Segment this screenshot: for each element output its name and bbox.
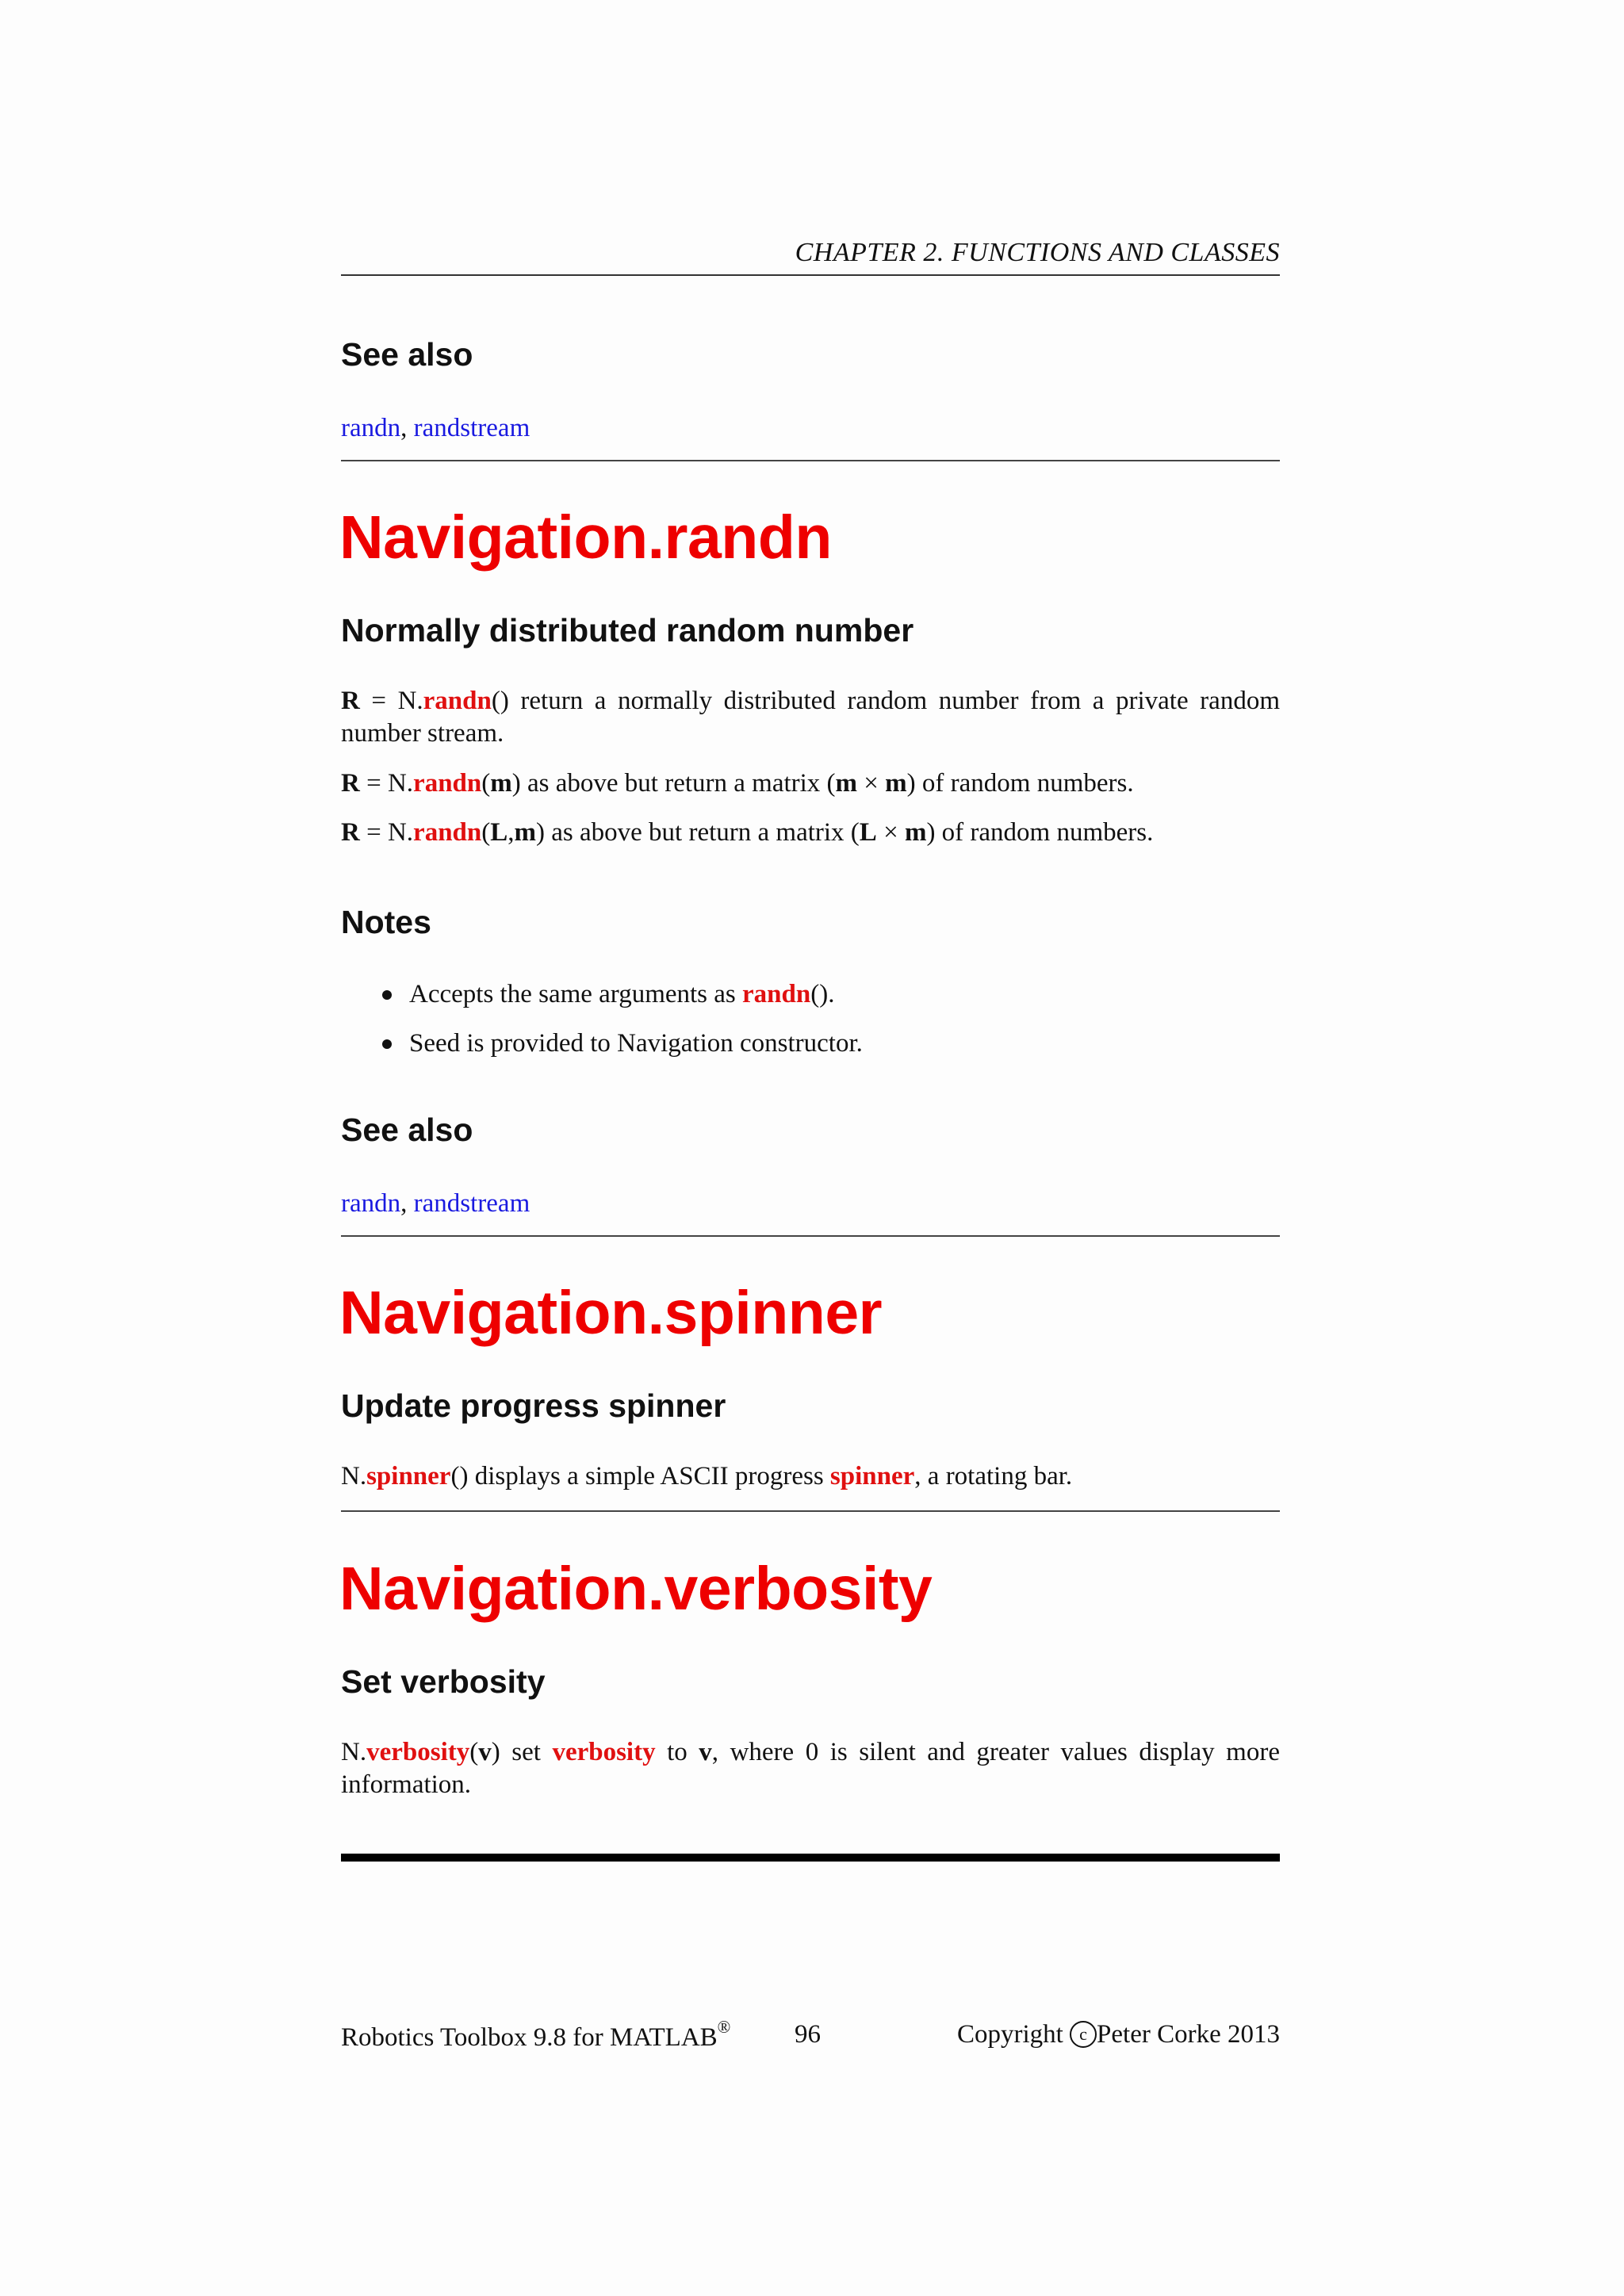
section-subtitle-spinner: Update progress spinner	[341, 1387, 726, 1424]
page-number: 96	[795, 2020, 821, 2049]
section-divider	[341, 1510, 1280, 1512]
end-rule	[341, 1854, 1280, 1862]
see-also-links-top: randn, randstream	[341, 414, 530, 442]
function-name: randn	[413, 769, 482, 798]
link-randstream[interactable]: randstream	[413, 1189, 530, 1218]
bullet-icon	[382, 1039, 392, 1049]
function-name: spinner	[366, 1462, 451, 1490]
notes-heading: Notes	[341, 904, 431, 940]
bullet-icon	[382, 990, 392, 1000]
section-title-spinner: Navigation.spinner	[339, 1279, 883, 1347]
see-also-heading-top: See also	[341, 336, 473, 373]
randn-paragraph-2: R = N.randn(m) as above but return a matrix (m × m) of random numbers.	[341, 769, 1134, 798]
function-name: spinner	[829, 1462, 915, 1490]
document-page	[341, 0, 1280, 2296]
list-item: Seed is provided to Navigation constructor.	[341, 1027, 1280, 1077]
notes-list	[341, 978, 1280, 1077]
footer-copyright: Copyright c Peter Corke 2013	[956, 2020, 1280, 2049]
function-name: randn	[423, 687, 492, 715]
link-randn[interactable]: randn	[341, 1189, 401, 1218]
header-rule	[341, 274, 1280, 276]
footer-title: Robotics Toolbox 9.8 for MATLAB®	[341, 2017, 731, 2052]
copyright-icon: c	[1070, 2021, 1097, 2048]
link-randn[interactable]: randn	[341, 414, 401, 442]
verbosity-paragraph: N.verbosity(v) set verbosity to v, where 0 is silent and greater values display more information.	[341, 1738, 1280, 1799]
function-name: verbosity	[366, 1738, 470, 1766]
section-title-verbosity: Navigation.verbosity	[339, 1555, 933, 1623]
function-name: randn	[413, 818, 482, 847]
running-head: CHAPTER 2. FUNCTIONS AND CLASSES	[795, 238, 1280, 267]
see-also-heading-randn: See also	[341, 1112, 473, 1148]
spinner-paragraph: N.spinner() displays a simple ASCII progress spinner, a rotating bar.	[341, 1462, 1073, 1490]
section-subtitle-verbosity: Set verbosity	[341, 1663, 546, 1700]
section-subtitle-randn: Normally distributed random number	[341, 612, 914, 649]
list-item: Accepts the same arguments as randn().	[341, 978, 1280, 1027]
function-name: randn	[742, 980, 811, 1008]
randn-paragraph-1: R = N.randn() return a normally distributed random number from a private random number stream.	[341, 687, 1280, 748]
randn-paragraph-3: R = N.randn(L,m) as above but return a matrix (L × m) of random numbers.	[341, 818, 1154, 847]
section-divider	[341, 460, 1280, 461]
section-divider	[341, 1235, 1280, 1237]
section-title-randn: Navigation.randn	[339, 503, 832, 572]
see-also-links-randn: randn, randstream	[341, 1189, 530, 1218]
function-name: verbosity	[552, 1738, 656, 1766]
link-randstream[interactable]: randstream	[413, 414, 530, 442]
